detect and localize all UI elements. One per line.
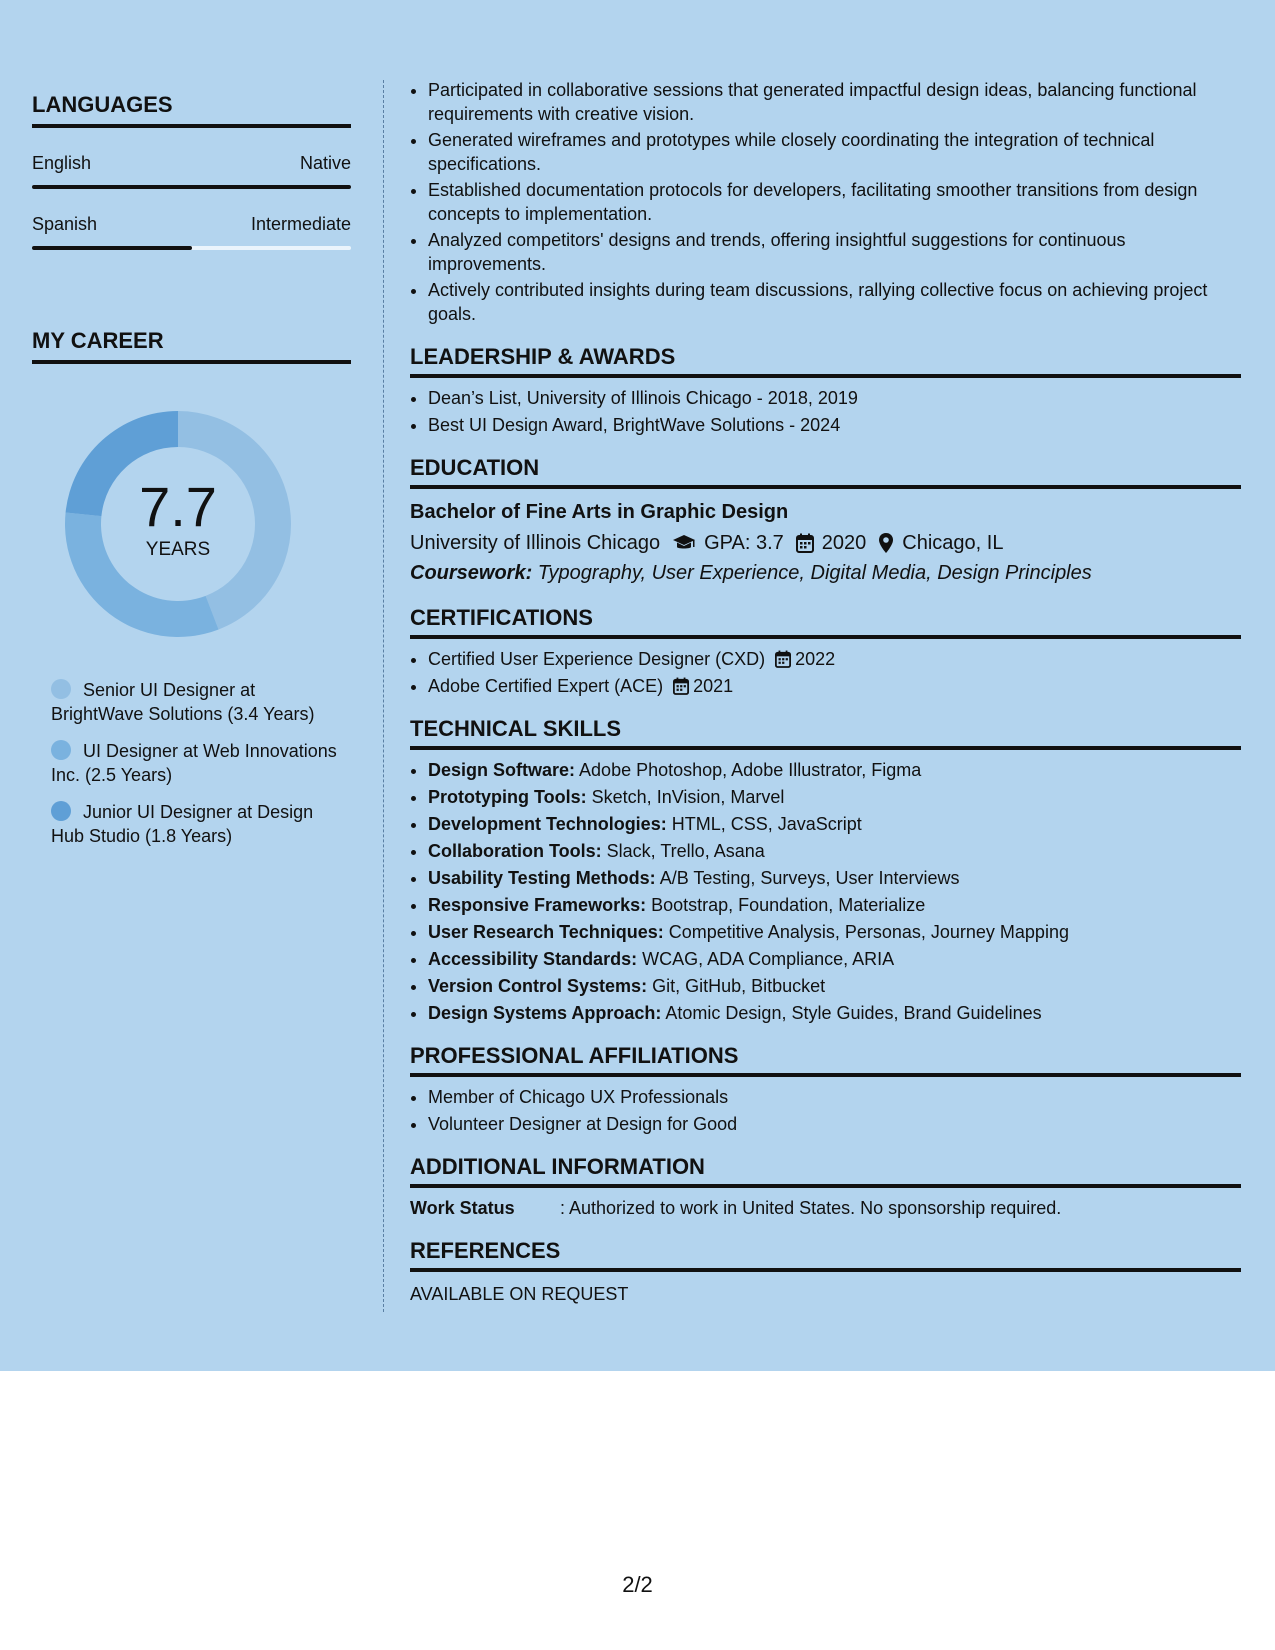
legend-item [51,678,341,726]
language-proficiency-bar [32,185,351,189]
career-donut-chart [58,404,298,644]
list-item: • Best UI Design Award, BrightWave Solutions - 2024 [428,413,1241,437]
legend-label: UI Designer at Web Innovations Inc. (2.5 Years) [51,741,337,785]
skill-value: Git, GitHub, Bitbucket [647,976,826,996]
calendar-icon [796,533,814,553]
skill-label: Version Control Systems: [428,976,648,996]
list-item: • Member of Chicago UX Professionals [428,1085,1241,1109]
language-level: Intermediate [250,214,351,234]
leadership-list [410,386,1241,437]
skills-heading: TECHNICAL SKILLS [410,716,1241,750]
gpa: GPA: 3.7 [704,532,784,554]
legend-label: Senior UI Designer at BrightWave Solutions (3.4 Years) [51,680,315,724]
location-pin-icon [878,532,894,554]
career-legend [32,678,351,848]
skill-label: Usability Testing Methods: [428,868,656,888]
list-item [428,974,1241,998]
skill-value: Adobe Photoshop, Adobe Illustrator, Figma [575,760,922,780]
skill-label: Development Technologies: [428,814,667,834]
graduation-cap-icon [672,533,696,553]
calendar-icon [673,677,689,695]
skill-label: User Research Techniques: [428,922,664,942]
skill-label: Responsive Frameworks: [428,895,647,915]
coursework [410,559,1241,587]
page-number: 2/2 [622,1572,653,1597]
leadership-heading: LEADERSHIP & AWARDS [410,344,1241,378]
career-total-years: 7.7 [139,475,217,538]
skill-value: Sketch, InVision, Marvel [586,787,785,807]
references-text: AVAILABLE ON REQUEST [410,1284,629,1304]
list-item [428,1001,1241,1025]
sidebar [32,92,351,861]
experience-bullets [410,78,1241,326]
legend-dot [51,801,71,821]
language-proficiency-fill [32,246,192,250]
education-heading: EDUCATION [410,455,1241,489]
column-divider [383,80,384,1312]
list-item: • Dean’s List, University of Illinois Chicago - 2018, 2019 [428,386,1241,410]
calendar-icon [775,650,791,668]
skill-value: Bootstrap, Foundation, Materialize [646,895,926,915]
skill-label: Design Systems Approach: [428,1003,662,1023]
donut-center [58,404,298,644]
legend-item [51,800,341,848]
work-status-label: Work Status [410,1198,515,1218]
list-item: • Established documentation protocols for developers, facilitating smoother transitions from design concepts to implementation. [428,178,1241,226]
additional-info-heading: ADDITIONAL INFORMATION [410,1154,1241,1188]
list-item: • Participated in collaborative sessions that generated impactful design ideas, balancing functional requirements with creative vision. [428,78,1241,126]
language-item [32,152,351,189]
coursework-value: Typography, User Experience, Digital Media, Design Principles [532,562,1092,584]
certification-year-text: 2021 [693,676,734,696]
list-item [428,839,1241,863]
skill-value: HTML, CSS, JavaScript [666,814,862,834]
certification-year-text: 2022 [795,649,836,669]
languages-heading: LANGUAGES [32,92,351,128]
language-name: English [32,153,92,173]
legend-dot [51,740,71,760]
list-item [428,785,1241,809]
skills-list [410,758,1241,1025]
language-level: Native [299,153,351,173]
skill-value: WCAG, ADA Compliance, ARIA [637,949,895,969]
certification-year [775,647,835,671]
affiliations-list [410,1085,1241,1136]
skill-value: A/B Testing, Surveys, User Interviews [655,868,960,888]
work-status-value: : Authorized to work in United States. No sponsorship required. [560,1198,1062,1218]
legend-item [51,739,341,787]
career-years-unit: YEARS [145,539,211,560]
list-item [428,674,1241,698]
certifications-list [410,647,1241,698]
list-item [428,647,1241,671]
list-item [428,812,1241,836]
main-column [410,78,1241,1306]
education-meta [410,529,1241,557]
list-item: • Volunteer Designer at Design for Good [428,1112,1241,1136]
skill-value: Slack, Trello, Asana [601,841,765,861]
skill-value: Atomic Design, Style Guides, Brand Guidelines [661,1003,1042,1023]
list-item: • Analyzed competitors' designs and trends, offering insightful suggestions for continuous improvements. [428,228,1241,276]
affiliations-heading: PROFESSIONAL AFFILIATIONS [410,1043,1241,1077]
language-proficiency-bar [32,246,351,250]
list-item [428,920,1241,944]
legend-label: Junior UI Designer at Design Hub Studio (1.8 Years) [51,802,314,846]
references-heading: REFERENCES [410,1238,1241,1272]
skill-label: Design Software: [428,760,576,780]
list-item [428,758,1241,782]
work-status-row [410,1196,1241,1220]
certifications-heading: CERTIFICATIONS [410,605,1241,639]
skill-value: Competitive Analysis, Personas, Journey Mapping [663,922,1069,942]
coursework-label: Coursework: [410,562,533,584]
list-item: • Generated wireframes and prototypes while closely coordinating the integration of technical specifications. [428,128,1241,176]
certification-year [673,674,733,698]
degree-title: Bachelor of Fine Arts in Graphic Design [410,501,789,523]
certification-name: • Certified User Experience Designer (CXD) [428,649,766,669]
language-item [32,213,351,250]
list-item [428,947,1241,971]
legend-dot [51,679,71,699]
skill-label: Collaboration Tools: [428,841,602,861]
career-heading: MY CAREER [32,328,351,364]
list-item [428,866,1241,890]
skill-label: Prototyping Tools: [428,787,587,807]
school-name: University of Illinois Chicago [410,532,661,554]
language-proficiency-fill [32,185,351,189]
graduation-year: 2020 [821,532,867,554]
list-item: • Actively contributed insights during team discussions, rallying collective focus on achieving project goals. [428,278,1241,326]
location: Chicago, IL [902,532,1004,554]
certification-name: • Adobe Certified Expert (ACE) [428,676,664,696]
skill-label: Accessibility Standards: [428,949,638,969]
language-name: Spanish [32,214,98,234]
list-item [428,893,1241,917]
